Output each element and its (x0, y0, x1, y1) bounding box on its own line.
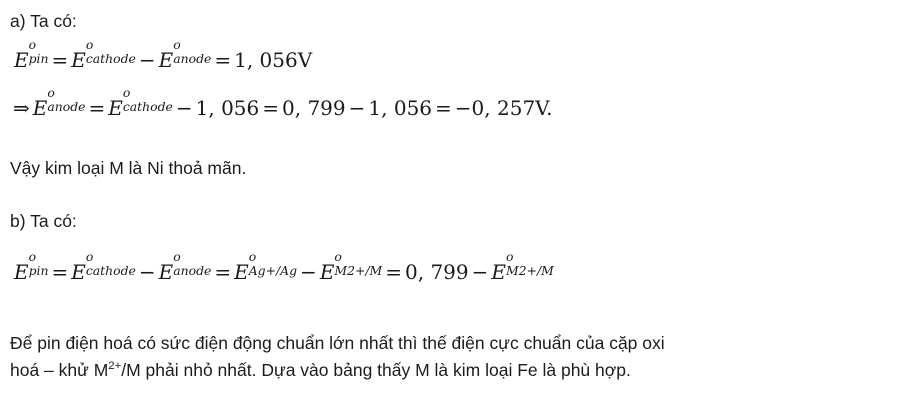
eq3-equals-1: = (51, 260, 69, 284)
part-b-line2-superscript: 2+ (108, 360, 122, 373)
eq1-t2-sub: anode (173, 51, 212, 67)
eq3-t3-base: E (234, 260, 249, 284)
eq3-t2-base: E (158, 260, 174, 284)
eq3-t5-sup: o (506, 249, 514, 265)
eq1-t2-base: E (158, 48, 174, 72)
eq2-t1-script (122, 85, 173, 116)
eq2-lhs-sub: anode (47, 99, 86, 115)
eq3-t4-sub: M2+/M (334, 263, 383, 279)
eq1-lhs-sub: pin (28, 51, 49, 67)
eq1-t2-sup: o (173, 37, 181, 53)
eq1-lhs-sup: o (28, 37, 37, 53)
eq3-t2-script (173, 249, 212, 280)
eq2-t1-sub: cathode (122, 99, 173, 115)
eq3-lhs-script (28, 249, 49, 280)
eq3-t1-script (85, 249, 136, 280)
eq1-lhs-base: E (14, 48, 29, 72)
eq3-t1-sub: cathode (85, 263, 136, 279)
eq3-value: 0, 799 (405, 260, 469, 284)
eq3-t3-script (248, 249, 298, 280)
eq2-equals-3: = (435, 96, 452, 120)
eq2-lhs-sup: o (47, 85, 55, 101)
eq1-minus: − (138, 48, 156, 72)
eq1-lhs-script (28, 37, 49, 68)
eq2-equals-2: = (262, 96, 280, 120)
eq2-term-const: 1, 056 (195, 96, 260, 120)
part-a-intro-text: a) Ta có: (10, 11, 77, 31)
eq1-result: 1, 056V (234, 48, 313, 72)
eq2-minus: − (175, 96, 193, 120)
eq1-t1-sub: cathode (85, 51, 136, 67)
eq1-t1-script (85, 37, 136, 68)
eq2-minus-2: − (348, 96, 366, 120)
equation-eanode-solution (10, 85, 553, 120)
eq3-equals-2: = (214, 260, 232, 284)
eq1-t1-base: E (71, 48, 86, 72)
part-b-explanation-paragraph (10, 330, 910, 384)
eq3-minus-2: − (300, 260, 317, 284)
eq1-t2-script (173, 37, 212, 68)
eq2-result: −0, 257V. (454, 96, 553, 120)
eq3-t2-sub: anode (173, 263, 212, 279)
part-b-intro-text: b) Ta có: (10, 211, 77, 231)
eq2-t1-sup: o (122, 85, 131, 101)
eq3-t2-sup: o (173, 249, 181, 265)
eq2-lhs-script (47, 85, 86, 116)
part-a-conclusion-text: Vậy kim loại M là Ni thoả mãn. (10, 158, 247, 178)
eq3-t5-sub: M2+/M (506, 263, 554, 279)
equation-epin-ag-m-couples (14, 249, 554, 284)
eq2-equals-1: = (88, 96, 106, 120)
eq3-minus-1: − (138, 260, 156, 284)
eq3-t4-script (334, 249, 383, 280)
eq3-equals-3: = (385, 260, 403, 284)
part-b-line2-post: /M phải nhỏ nhất. Dựa vào bảng thấy M là kim loại Fe là phù hợp. (121, 360, 631, 381)
eq3-t4-sup: o (334, 249, 342, 265)
eq3-t5-base: E (491, 260, 507, 284)
eq3-minus-3: − (471, 260, 489, 284)
eq2-implies-arrow-icon: ⇒ (13, 96, 30, 120)
eq3-t3-sup: o (248, 249, 257, 265)
eq3-t4-base: E (319, 260, 335, 284)
eq1-equals-1: = (51, 48, 69, 72)
equation-epin-cathode-anode (14, 37, 313, 72)
eq2-t1-base: E (108, 96, 123, 120)
eq3-t5-script (506, 249, 554, 280)
eq3-t1-base: E (71, 260, 86, 284)
eq2-value-2: 1, 056 (368, 96, 433, 120)
eq3-t1-sup: o (85, 249, 94, 265)
eq3-lhs-sup: o (28, 249, 37, 265)
part-b-paragraph-line-2 (10, 357, 910, 384)
eq1-t1-sup: o (85, 37, 94, 53)
eq3-t3-sub: Ag+/Ag (248, 263, 298, 279)
eq1-equals-2: = (214, 48, 232, 72)
part-b-paragraph-line-1: Để pin điện hoá có sức điện động chuẩn lớn nhất thì thế điện cực chuẩn của cặp oxi (10, 333, 665, 353)
eq3-lhs-sub: pin (28, 263, 49, 279)
eq3-lhs-base: E (14, 260, 29, 284)
part-b-line2-pre: hoá – khử M (10, 360, 109, 381)
eq2-value-1: 0, 799 (282, 96, 346, 120)
eq2-lhs-base: E (32, 96, 48, 120)
